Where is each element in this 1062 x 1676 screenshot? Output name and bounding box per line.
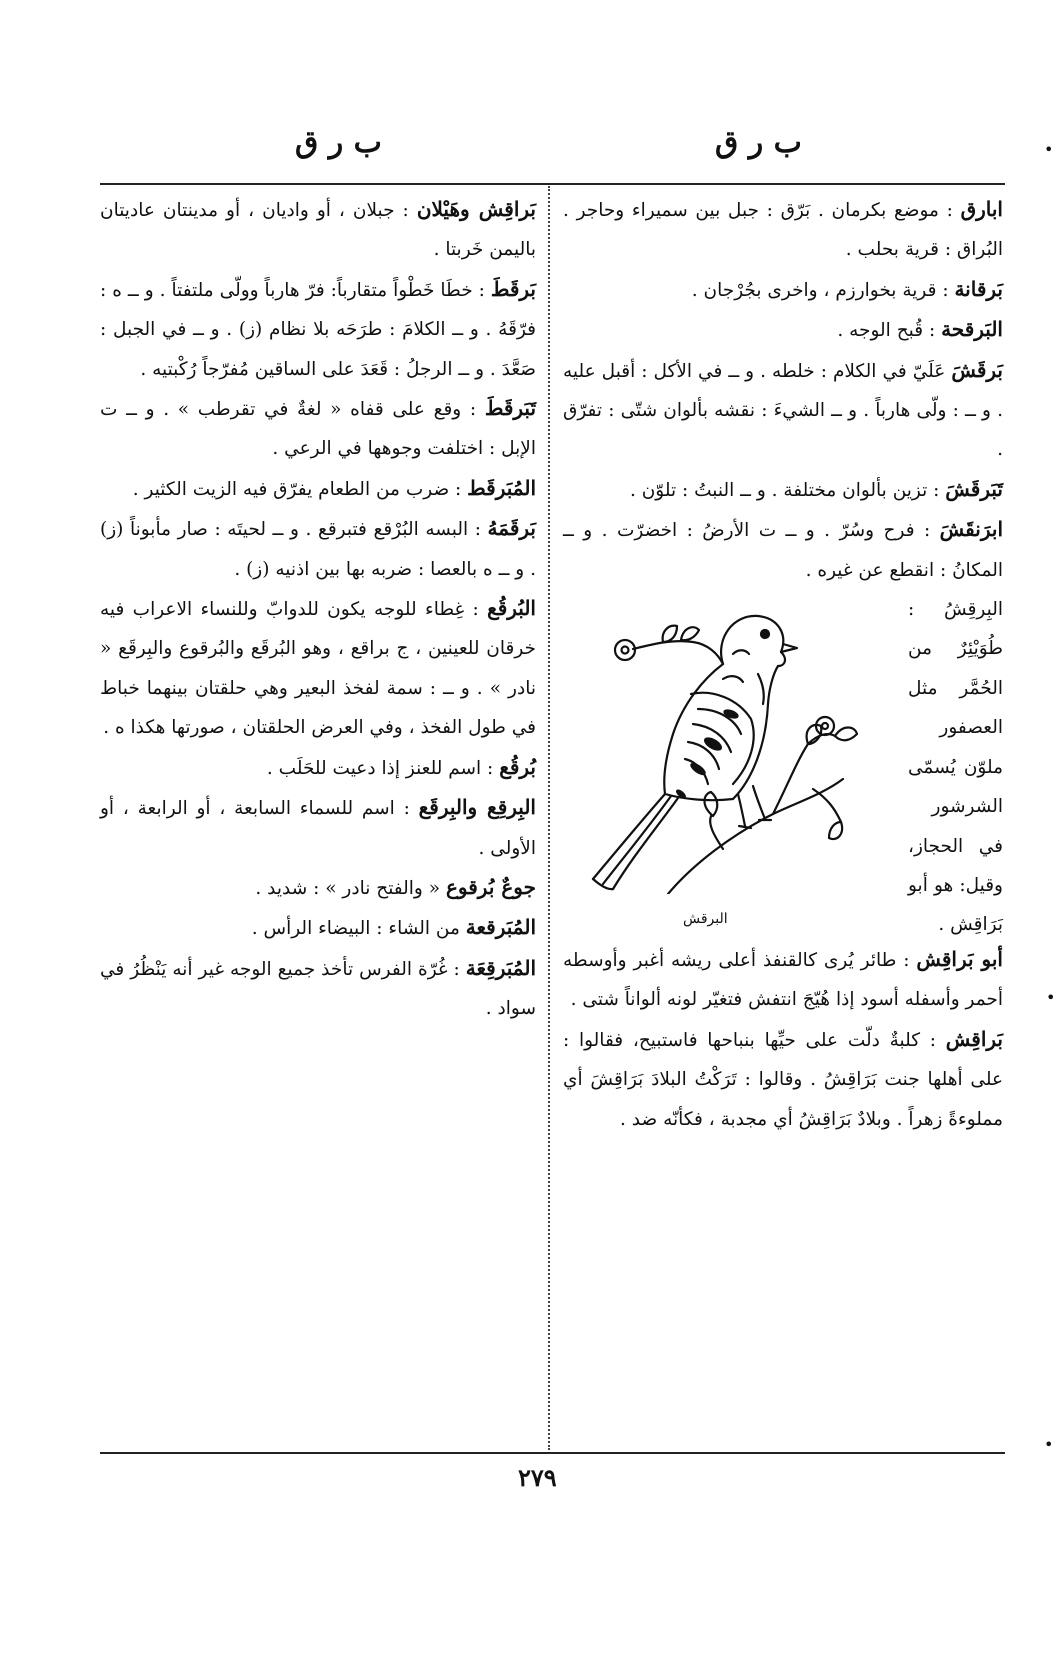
headword: المُبَرقعة — [465, 915, 536, 940]
headword: المُبَرقِعَة — [465, 955, 536, 980]
right-column — [563, 190, 1003, 1139]
headword: بَراقِش — [945, 1026, 1003, 1051]
definition: : فرح وسُرّ . و ــ ت الأرضُ : اخضرّت . و ــ المكانُ : انقطع عن غيره . — [563, 520, 1003, 581]
definition: : طائر يُرى كالقنفذ أعلى ريشه أغبر وأوسطه أحمر وأسفله أسود إذا هُيّجَ انتفش فتغيّر لونه ألواناً شتى . — [563, 950, 1003, 1011]
headword: بُرقُع — [499, 754, 536, 779]
entry — [100, 509, 536, 589]
entry — [563, 510, 1003, 590]
entry — [563, 940, 1003, 1020]
headword: بَرقانة — [954, 276, 1003, 301]
top-rule — [100, 183, 1005, 185]
headword: بَرقَطَ — [490, 276, 536, 301]
headword: البِرقِع والبِرقَع — [418, 795, 536, 820]
entry — [100, 389, 536, 469]
entry — [100, 270, 536, 389]
headword: بَرقَشَ — [951, 357, 1003, 382]
definition: : قرية بخوارزم ، واخرى بجُرْجان . — [691, 279, 949, 301]
header-root-left: ب ر ق — [295, 125, 382, 160]
headword: ابارق — [960, 197, 1003, 221]
headword: البِرقِشُ — [944, 599, 1003, 621]
entry — [100, 868, 536, 908]
entry — [563, 470, 1003, 510]
bird-entry-text — [908, 590, 1003, 945]
bird-illustration — [573, 594, 873, 894]
headword: البُرقُع — [487, 596, 536, 621]
entry — [563, 351, 1003, 470]
definition: : قُبح الوجه . — [837, 320, 936, 342]
entry — [563, 1020, 1003, 1139]
headword: تَبَرقَشَ — [945, 476, 1003, 501]
definition: : موضع بكرمان . بَرّق : جبل بين سميراء وحاجر . البُراق : قرية بحلب . — [563, 200, 1003, 261]
entry — [100, 190, 536, 270]
definition: : كلبةٌ دلّت على حيِّها بنباحها فاستبيح، فقالوا : على أهلها جنت بَرَاقِشُ . وقالوا : تَرَكْتُ البلادَ بَرَاقِشَ أي مملوءةً زهراً . وبلادٌ بَرَاقِشُ أي مجدبة ، فكأنّه ضد . — [563, 1029, 1003, 1130]
definition: : اسم للعنز إذا دعيت للحَلَب . — [266, 757, 494, 779]
entry — [100, 949, 536, 1029]
definition: : ضرب من الطعام يفرّق فيه الزيت الكثير . — [132, 478, 462, 500]
header-root-right: ب ر ق — [715, 125, 802, 160]
entry — [100, 748, 536, 788]
bird-caption: البرقش — [683, 911, 728, 928]
definition: من الشاء : البيضاء الرأس . — [251, 918, 460, 940]
headword: البَرقحة — [941, 317, 1003, 342]
entry — [563, 270, 1003, 310]
entry — [100, 589, 536, 748]
definition: : خطَا خَطْواً متقارباً: فرّ هارباً وولّى ملتفتاً . و ــ ه : فرّقَهُ . و ــ الكلامَ : طرَحَه بلا نظام (ز) . و ــ في الجبل : صَعَّدَ . و ــ الرجلُ : قَعَدَ على الساقين مُفرّجاً رُكْبتيه . — [100, 279, 536, 380]
definition: عَلَيّ في الكلام : خلطه . و ــ في الأكل : أقبل عليه . و ــ : ولّى هارباً . و ــ الشيءَ : نقشه بألوان شتّى : تفرّق . — [563, 360, 1003, 461]
entry — [563, 190, 1003, 270]
margin-mark: • — [1044, 140, 1054, 159]
definition: : البسه البُرْقع فتبرقع . و ــ لحيتَه : صار مأبوناً (ز) . و ــ ه بالعصا : ضربه بها بين اذنيه (ز) . — [100, 519, 536, 580]
entry — [100, 908, 536, 948]
entry — [100, 469, 536, 509]
column-divider — [548, 186, 551, 1450]
definition: : طُوَيْئِرٌ من الحُمَّر مثل العصفور ملوّن يُسمّى الشرشور في الحجاز، وقيل: هو أبو بَرَاقِش . — [908, 599, 1003, 936]
entry — [100, 788, 536, 868]
headword: تَبَرقَطَ — [484, 396, 537, 421]
bottom-rule — [100, 1452, 1005, 1454]
headword: بَراقِش وهَيْلان — [416, 197, 536, 221]
definition: : غِطاء للوجه يكون للدوابّ وللنساء الاعراب فيه خرقان للعينين ، ج براقع ، وهو البُرقَع والبُرقوع والبِرقَع « نادر » . و ــ : سمة لفخذ البعير وهي حلقتان بينهما خباط في طول الفخذ ، وفي العرض الحلقتان ، صورتها هكذا ه . — [100, 599, 536, 739]
headword: جوعٌ بُرقوع — [445, 874, 536, 899]
entry — [563, 310, 1003, 350]
definition: : اسم للسماء السابعة ، أو الرابعة ، أو الأولى . — [100, 798, 536, 859]
definition: : وقع على قفاه « لغةٌ في تقرطب » . و ــ ت الإبل : اختلفت وجوهها في الرعي . — [100, 399, 536, 460]
headword: المُبَرقَط — [467, 475, 536, 500]
left-column — [100, 190, 536, 1029]
bird-entry — [563, 590, 1003, 940]
page-number: ٢٧٩ — [518, 1463, 557, 1492]
headword: أبو بَراقِش — [916, 947, 1003, 972]
definition: : غُرّة الفرس تأخذ جميع الوجه غير أنه يَنْظُرُ في سواد . — [100, 958, 536, 1020]
headword: ابرَنقَشَ — [939, 517, 1003, 542]
headword: بَرقَمَهُ — [487, 516, 536, 541]
definition: « والفتح نادر » : شديد . — [255, 877, 441, 899]
margin-mark: • — [1046, 988, 1056, 1007]
definition: : جبلان ، أو واديان ، أو مدينتان عاديتان باليمن خَربتا . — [100, 200, 536, 261]
definition: : تزين بألوان مختلفة . و ــ النبتُ : تلوّن . — [629, 479, 940, 501]
margin-mark: • — [1044, 1435, 1054, 1454]
